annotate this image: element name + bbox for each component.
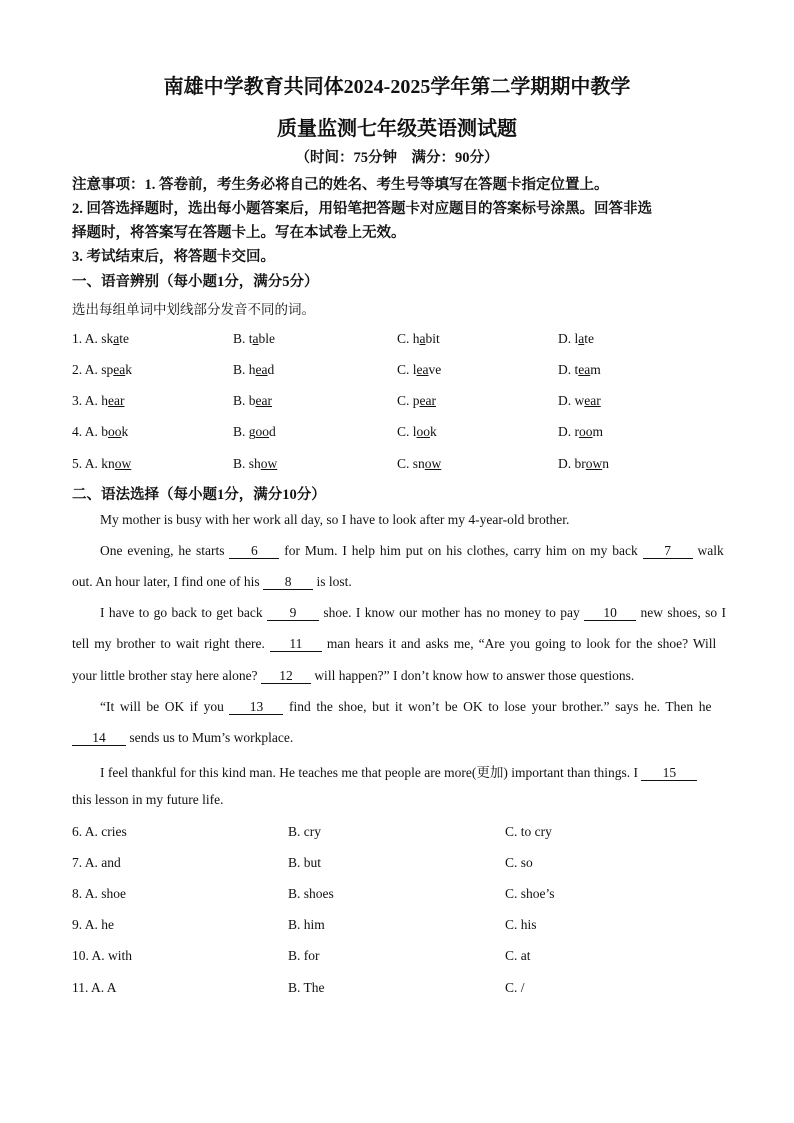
- passage-p5a: I feel thankful for this kind man. He teaches me that people are more(更加) important than things. I 15: [100, 761, 697, 781]
- grammar-option: B. cry: [288, 824, 321, 839]
- section1-heading: 一、语音辨别（每小题1分，满分5分）: [72, 274, 319, 290]
- phonetics-option: D. room: [558, 424, 604, 439]
- underlined-segment: a: [252, 331, 259, 346]
- phonetics-question-4: [72, 424, 772, 442]
- grammar-question-10: [72, 948, 772, 966]
- grammar-option: C. so: [505, 855, 533, 870]
- passage-p3a: I have to go back to get back 9 shoe. I know our mother has no money to pay 10 new shoes, so I: [100, 605, 727, 620]
- grammar-option: C. to cry: [505, 824, 552, 839]
- phonetics-option: 4. A. book: [72, 424, 129, 439]
- passage-p3b: tell my brother to wait right there. 11 man hears it and asks me, “Are you going to look for the shoe? Will: [72, 636, 717, 651]
- phonetics-option: C. leave: [397, 362, 442, 377]
- phonetics-option: D. wear: [558, 393, 601, 408]
- underlined-segment: ea: [416, 362, 429, 377]
- underlined-segment: ear: [419, 393, 436, 408]
- note-2a: 2. 回答选择题时，选出每小题答案后，用铅笔把答题卡对应题目的答案标号涂黑。回答非选: [72, 201, 652, 217]
- grammar-option: C. shoe’s: [505, 886, 555, 901]
- phonetics-option: B. show: [233, 456, 278, 471]
- phonetics-option: C. snow: [397, 456, 442, 471]
- passage-p5b: this lesson in my future life.: [72, 792, 224, 807]
- grammar-option: C. at: [505, 948, 531, 963]
- section2-heading: 二、语法选择（每小题1分，满分10分）: [72, 487, 326, 503]
- blank-14: 14: [72, 731, 126, 746]
- blank-12: 12: [261, 669, 311, 684]
- blank-7: 7: [643, 544, 693, 559]
- grammar-question-6: [72, 824, 772, 842]
- exam-title-line1: 南雄中学教育共同体2024-2025学年第二学期期中教学: [163, 76, 631, 98]
- underlined-segment: oo: [579, 424, 593, 439]
- underlined-segment: oo: [255, 424, 270, 439]
- grammar-option: C. /: [505, 980, 525, 995]
- passage-p4b: 14 sends us to Mum’s workplace.: [72, 730, 293, 746]
- grammar-option: B. him: [288, 917, 325, 932]
- phonetics-option: C. pear: [397, 393, 436, 408]
- underlined-segment: a: [419, 331, 426, 346]
- underlined-segment: a: [113, 331, 120, 346]
- passage-p4a: “It will be OK if you 13 find the shoe, but it won’t be OK to lose your brother.” says he. Then he: [100, 699, 712, 714]
- section1-instruction: 选出每组单词中划线部分发音不同的词。: [72, 302, 315, 317]
- underlined-segment: a: [578, 331, 585, 346]
- phonetics-option: C. habit: [397, 331, 440, 346]
- blank-9: 9: [267, 606, 319, 621]
- grammar-option: 8. A. shoe: [72, 886, 126, 901]
- underlined-segment: ow: [114, 456, 132, 471]
- note-2b: 择题时，将答案写在答题卡上。写在本试卷上无效。: [72, 225, 406, 241]
- blank-8: 8: [263, 575, 313, 590]
- underlined-segment: ear: [108, 393, 125, 408]
- exam-title-line2: 质量监测七年级英语测试题: [277, 118, 517, 140]
- phonetics-option: D. late: [558, 331, 594, 346]
- grammar-question-11: [72, 980, 772, 998]
- grammar-option: C. his: [505, 917, 537, 932]
- underlined-segment: ow: [585, 456, 603, 471]
- blank-6: 6: [229, 544, 279, 559]
- grammar-option: 11. A. A: [72, 980, 117, 995]
- grammar-option: 9. A. he: [72, 917, 114, 932]
- underlined-segment: ow: [260, 456, 278, 471]
- phonetics-option: B. good: [233, 424, 276, 439]
- phonetics-option: 2. A. speak: [72, 362, 132, 377]
- grammar-option: 7. A. and: [72, 855, 121, 870]
- phonetics-option: C. look: [397, 424, 437, 439]
- grammar-question-7: [72, 855, 772, 873]
- passage-p2b: out. An hour later, I find one of his 8 is lost.: [72, 574, 352, 589]
- blank-10: 10: [584, 606, 636, 621]
- phonetics-option: D. brown: [558, 456, 609, 471]
- phonetics-option: B. table: [233, 331, 276, 346]
- underlined-segment: oo: [416, 424, 431, 439]
- underlined-segment: ear: [255, 393, 272, 408]
- phonetics-question-1: [72, 331, 772, 349]
- note-1: 1. 答卷前，考生务必将自己的姓名、考生号等填写在答题卡指定位置上。: [144, 177, 609, 193]
- phonetics-option: 3. A. hear: [72, 393, 125, 408]
- passage-p2a: One evening, he starts 6 for Mum. I help him put on his clothes, carry him on my back 7 walk: [100, 543, 724, 558]
- phonetics-option: B. head: [233, 362, 275, 377]
- note-3: 3. 考试结束后，将答题卡交回。: [72, 249, 275, 265]
- grammar-option: B. shoes: [288, 886, 334, 901]
- blank-13: 13: [229, 700, 283, 715]
- phonetics-question-5: [72, 456, 772, 474]
- passage-p3c: your little brother stay here alone? 12 will happen?” I don’t know how to answer those questions.: [72, 668, 635, 683]
- underlined-segment: ow: [424, 456, 442, 471]
- phonetics-question-3: [72, 393, 772, 411]
- underlined-segment: ea: [578, 362, 591, 377]
- phonetics-option: D. team: [558, 362, 601, 377]
- phonetics-option: B. bear: [233, 393, 272, 408]
- underlined-segment: ea: [113, 362, 126, 377]
- grammar-option: 10. A. with: [72, 948, 133, 963]
- blank-15: 15: [641, 766, 697, 781]
- notes-label: 注意事项：: [72, 177, 145, 193]
- phonetics-option: 5. A. know: [72, 456, 132, 471]
- underlined-segment: ea: [255, 362, 268, 377]
- underlined-segment: oo: [108, 424, 122, 439]
- grammar-question-9: [72, 917, 772, 935]
- phonetics-option: 1. A. skate: [72, 331, 130, 346]
- notes-line1: [72, 173, 609, 194]
- grammar-option: B. but: [288, 855, 322, 870]
- grammar-option: B. for: [288, 948, 320, 963]
- passage-p1: My mother is busy with her work all day, so I have to look after my 4-year-old brother.: [100, 512, 570, 527]
- underlined-segment: ear: [584, 393, 601, 408]
- grammar-option: B. The: [288, 980, 325, 995]
- grammar-option: 6. A. cries: [72, 824, 127, 839]
- blank-11: 11: [270, 637, 322, 652]
- exam-info: （时间：75分钟 满分：90分）: [295, 150, 499, 166]
- phonetics-question-2: [72, 362, 772, 380]
- grammar-question-8: [72, 886, 772, 904]
